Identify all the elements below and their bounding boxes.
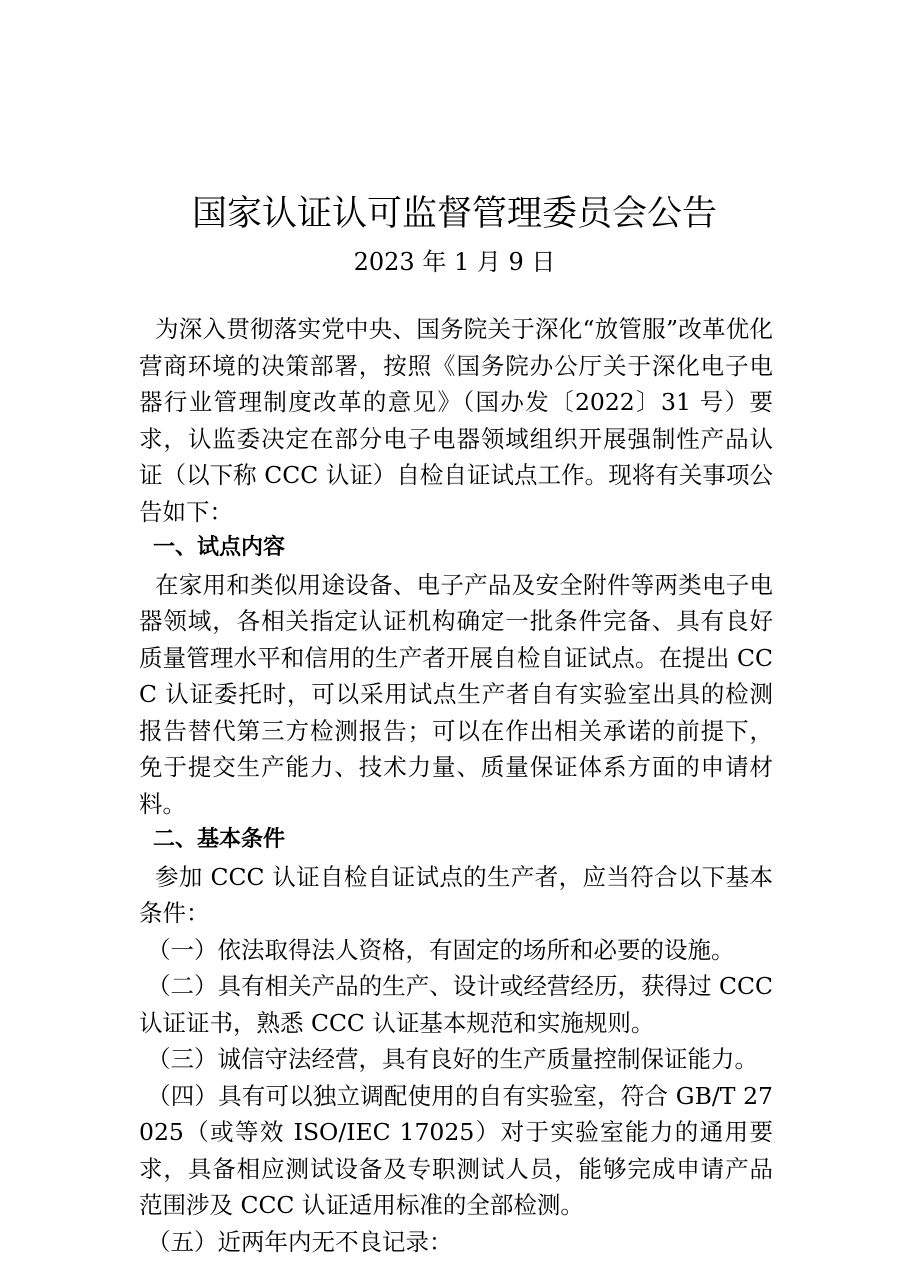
document-title: 国家认证认可监督管理委员会公告: [191, 194, 717, 234]
section-heading-basic-conditions: 二、基本条件: [153, 827, 286, 852]
condition-item-1: （一）依法取得法人资格，有固定的场所和必要的设施。: [147, 935, 735, 964]
basic-conditions-paragraph: 参加 CCC 认证自检自证试点的生产者，应当符合以下基本条件：: [139, 862, 773, 927]
section-heading-pilot-content: 一、试点内容: [153, 535, 286, 560]
condition-item-2: （二）具有相关产品的生产、设计或经营经历，获得过 CCC 认证证书，熟悉 CCC 认证基本规范和实施规则。: [139, 972, 773, 1037]
condition-item-4: （四）具有可以独立调配使用的自有实验室，符合 GB/T 27025（或等效 ISO/IEC 17025）对于实验室能力的通用要求，具备相应测试设备及专职测试人员，能够完成申请产品范围涉及 CCC 认证适用标准的全部检测。: [139, 1081, 773, 1219]
intro-paragraph: 为深入贯彻落实党中央、国务院关于深化“放管服”改革优化营商环境的决策部署，按照《国务院办公厅关于深化电子电器行业管理制度改革的意见》（国办发〔2022〕31 号）要求，认监委决定在部分电子电器领域组织开展强制性产品认证（以下称 CCC 认证）自检自证试点工作。现将有关事项公告如下：: [139, 315, 773, 526]
condition-item-5: （五）近两年内无不良记录：: [147, 1227, 453, 1256]
pilot-content-paragraph: 在家用和类似用途设备、电子产品及安全附件等两类电子电器领域，各相关指定认证机构确定一批条件完备、具有良好质量管理水平和信用的生产者开展自检自证试点。在提出 CCC 认证委托时，可以采用试点生产者自有实验室出具的检测报告替代第三方检测报告；可以在作出相关承诺的前提下，免于提交生产能力、技术力量、质量保证体系方面的申请材料。: [139, 570, 773, 818]
document-date: 2023 年 1 月 9 日: [353, 248, 556, 276]
condition-item-3: （三）诚信守法经营，具有良好的生产质量控制保证能力。: [147, 1045, 758, 1073]
document-body: [139, 311, 773, 1260]
